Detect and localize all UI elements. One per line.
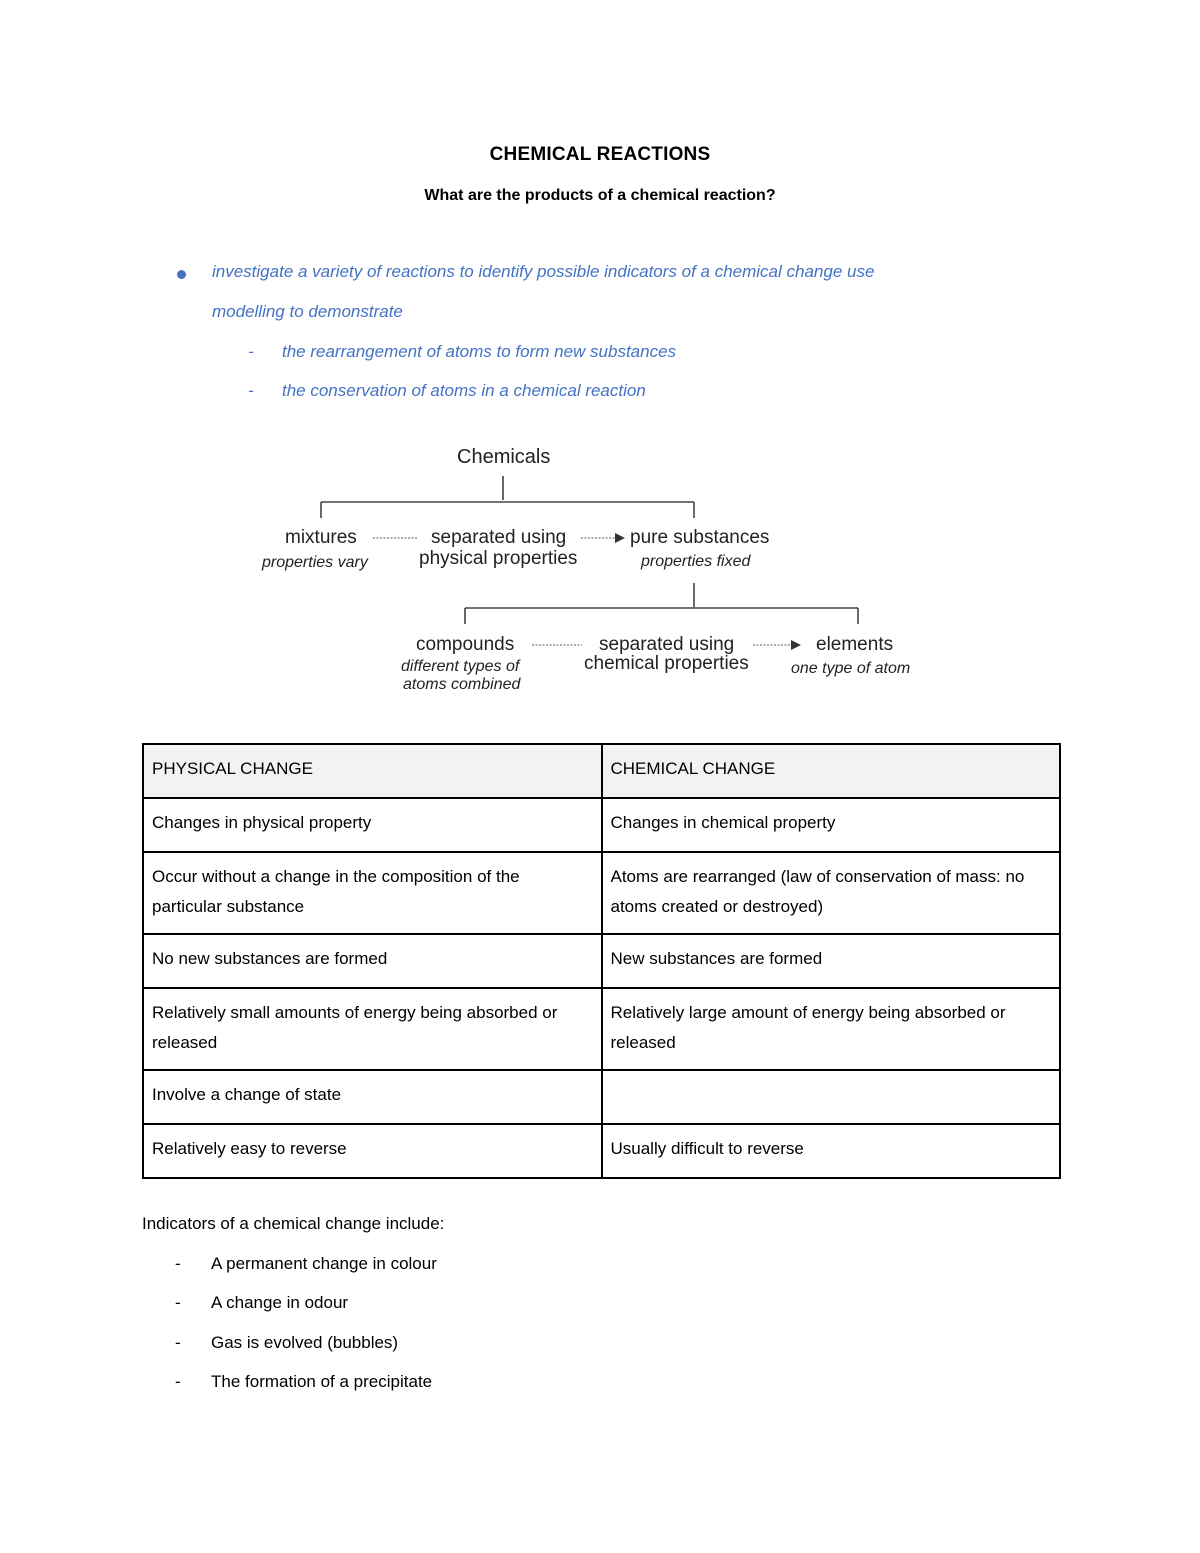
indicator-text: Gas is evolved (bubbles) [211, 1333, 399, 1352]
table-cell: Occur without a change in the composition of the particular substance [143, 852, 602, 934]
table-cell: Usually difficult to reverse [602, 1124, 1061, 1178]
mixtures-note: properties vary [262, 554, 368, 571]
bullet-icon [177, 270, 186, 279]
physical-vs-chemical-table [142, 743, 1061, 1179]
pure-substances-note: properties fixed [641, 553, 751, 570]
indicator-text: The formation of a precipitate [211, 1372, 433, 1391]
table-cell: Relatively easy to reverse [143, 1124, 602, 1178]
dash-icon: - [175, 1254, 181, 1273]
mixtures-label: mixtures [285, 527, 357, 548]
objective-sub-item: the conservation of atoms in a chemical reaction [282, 381, 646, 400]
list-item [175, 1293, 348, 1313]
page-title: CHEMICAL REACTIONS [489, 144, 711, 165]
list-item [175, 1333, 398, 1353]
indicator-text: A permanent change in colour [211, 1254, 437, 1273]
dash-icon: - [175, 1372, 181, 1391]
objective-sub-item: the rearrangement of atoms to form new substances [282, 342, 677, 361]
list-item [175, 1254, 437, 1274]
separated-chemical-label-1: separated using [599, 634, 735, 655]
table-cell: Changes in chemical property [602, 798, 1061, 852]
dash-icon: - [175, 1293, 181, 1312]
compounds-label: compounds [416, 634, 515, 655]
dash-icon: - [248, 381, 254, 400]
chemicals-classification-diagram [255, 440, 955, 710]
page-subtitle: What are the products of a chemical reaction? [424, 187, 776, 204]
pure-substances-label: pure substances [630, 527, 770, 548]
compounds-note-1: different types of [401, 658, 520, 675]
table-header-row [143, 744, 1060, 798]
dash-icon: - [248, 342, 254, 361]
list-item [175, 1372, 432, 1392]
arrow-head-icon [791, 640, 801, 650]
table-row [143, 1124, 1060, 1178]
indicator-text: A change in odour [211, 1293, 349, 1312]
arrow-head-icon [615, 533, 625, 543]
table-cell: Atoms are rearranged (law of conservation of mass: no atoms created or destroyed) [602, 852, 1061, 934]
objective-line-2: modelling to demonstrate [212, 302, 403, 321]
table-cell: Involve a change of state [143, 1070, 602, 1124]
table-row [143, 934, 1060, 988]
table-cell [602, 1070, 1061, 1124]
table-cell: Relatively large amount of energy being absorbed or released [602, 988, 1061, 1070]
table-row [143, 1070, 1060, 1124]
table-row [143, 988, 1060, 1070]
table-cell: No new substances are formed [143, 934, 602, 988]
elements-label: elements [816, 634, 894, 655]
table-header-cell: CHEMICAL CHANGE [602, 744, 1061, 798]
separated-physical-label-1: separated using [431, 527, 567, 548]
table-row [143, 852, 1060, 934]
elements-note: one type of atom [791, 660, 911, 677]
diagram-root-label: Chemicals [457, 446, 551, 468]
compounds-note-2: atoms combined [403, 676, 521, 693]
table-header-cell: PHYSICAL CHANGE [143, 744, 602, 798]
separated-chemical-label-2: chemical properties [584, 653, 749, 674]
dash-icon: - [175, 1333, 181, 1352]
objective-line-1: investigate a variety of reactions to identify possible indicators of a chemical change use [212, 262, 875, 281]
table-cell: Relatively small amounts of energy being absorbed or released [143, 988, 602, 1070]
table-row [143, 798, 1060, 852]
separated-physical-label-2: physical properties [419, 548, 578, 569]
table-cell: Changes in physical property [143, 798, 602, 852]
table-cell: New substances are formed [602, 934, 1061, 988]
indicators-heading: Indicators of a chemical change include: [142, 1214, 445, 1233]
